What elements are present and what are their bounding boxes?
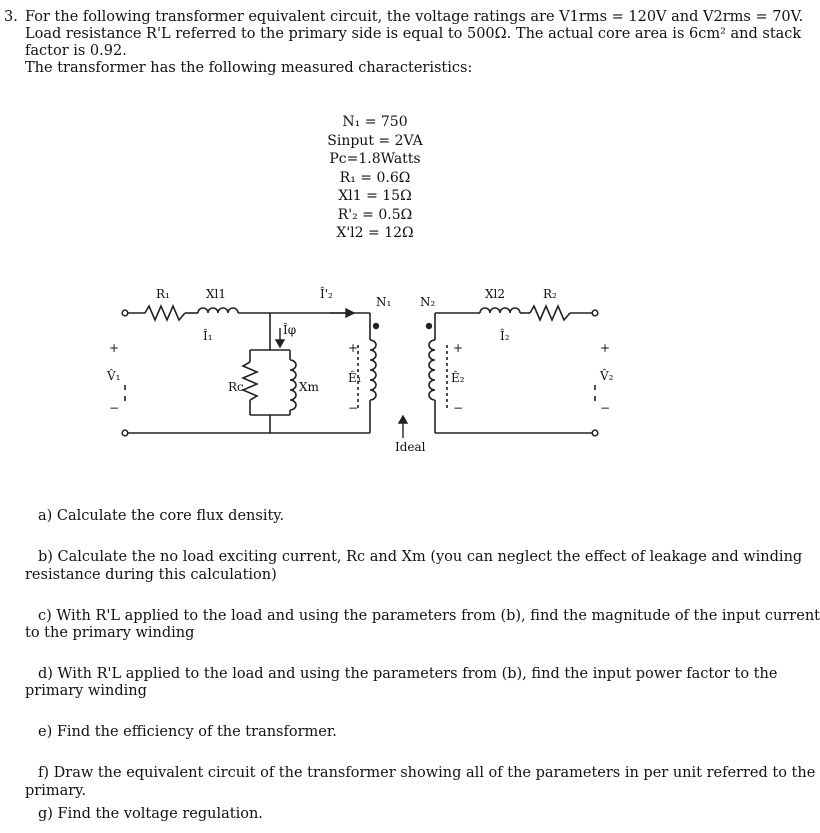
label-r2: R₂	[543, 287, 557, 301]
label-r1: R₁	[156, 287, 170, 301]
label-i1: Î₁	[203, 329, 213, 343]
question-f-line-2: primary.	[25, 783, 87, 799]
secondary-winding	[429, 340, 435, 400]
label-ideal: Ideal	[395, 440, 426, 454]
label-v1: V̂₁	[107, 369, 121, 383]
problem-intro-line-2: Load resistance R'L referred to the primary side is equal to 500Ω. The actual core area is 6cm² and stack	[25, 26, 802, 42]
param-xl1: Xl1 = 15Ω	[338, 188, 412, 204]
iphi-arrow	[276, 340, 284, 347]
v2-terminal-top	[592, 310, 598, 316]
param-sinput: Sinput = 2VA	[327, 132, 423, 149]
ideal-arrow	[399, 416, 407, 423]
label-i2: Î₂	[500, 329, 510, 343]
e2-minus: −	[453, 401, 464, 415]
param-xl2-prime: X'l2 = 12Ω	[336, 225, 414, 241]
label-v2: V̂₂	[600, 369, 614, 383]
v2-terminal-bottom	[592, 430, 598, 436]
problem-intro-line-1: For the following transformer equivalent circuit, the voltage ratings are V1rms = 120V and V2rms = 70V.	[25, 9, 804, 25]
primary-winding	[370, 340, 376, 400]
question-b-line-2: resistance during this calculation)	[25, 567, 277, 583]
r1-resistor	[145, 306, 185, 320]
question-f-line-1: f) Draw the equivalent circuit of the transformer showing all of the parameters in per unit referred to the	[38, 765, 816, 781]
e1-plus: +	[348, 341, 359, 355]
v1-minus: −	[109, 401, 120, 415]
v2-minus: −	[600, 401, 611, 415]
problem-intro-line-4: The transformer has the following measured characteristics:	[25, 60, 473, 76]
secondary-dot	[427, 324, 432, 329]
question-d-line-1: d) With R'L applied to the load and using the parameters from (b), find the input power factor to the	[38, 666, 778, 682]
e2-plus: +	[453, 341, 464, 355]
v2-plus: +	[600, 341, 611, 355]
label-e1: Ê₁	[348, 371, 362, 385]
question-c-line-2: to the primary winding	[25, 625, 195, 641]
label-e2: Ê₂	[451, 371, 465, 385]
question-g: g) Find the voltage regulation.	[38, 806, 263, 822]
problem-intro-line-3: factor is 0.92.	[25, 43, 127, 59]
parameter-list	[320, 113, 430, 243]
r2-resistor	[530, 306, 570, 320]
problem-number: 3.	[4, 9, 18, 25]
primary-dot	[374, 324, 379, 329]
rc-resistor	[243, 362, 257, 400]
question-d-line-2: primary winding	[25, 683, 147, 699]
label-n1: N₁	[376, 295, 392, 309]
label-rc: Rc	[228, 380, 244, 394]
label-iphi: Îφ	[283, 323, 297, 337]
label-i2-prime: Î'₂	[320, 287, 333, 301]
question-a: a) Calculate the core flux density.	[38, 508, 285, 524]
v1-terminal-top	[122, 310, 128, 316]
e1-minus: −	[348, 401, 359, 415]
xl2-inductor	[480, 308, 520, 313]
i2-prime-arrow	[346, 309, 354, 317]
label-xm: Xm	[299, 380, 319, 394]
label-n2: N₂	[420, 295, 436, 309]
param-n1: N₁ = 750	[342, 114, 408, 130]
v1-terminal-bottom	[122, 430, 128, 436]
question-e: e) Find the efficiency of the transformer.	[38, 724, 337, 740]
xl1-inductor	[198, 308, 238, 313]
label-xl2: Xl2	[485, 287, 506, 301]
question-b-line-1: b) Calculate the no load exciting current, Rc and Xm (you can neglect the effect of leakage and winding	[38, 549, 803, 565]
question-c-line-1: c) With R'L applied to the load and using the parameters from (b), find the magnitude of the input current	[38, 608, 820, 624]
param-r1: R₁ = 0.6Ω	[339, 169, 411, 186]
v1-plus: +	[109, 341, 120, 355]
param-pc: Pc=1.8Watts	[329, 151, 421, 167]
param-r2-prime: R'₂ = 0.5Ω	[337, 206, 413, 223]
label-xl1: Xl1	[206, 287, 227, 301]
xm-inductor	[290, 360, 296, 410]
transformer-equivalent-circuit	[100, 270, 620, 460]
